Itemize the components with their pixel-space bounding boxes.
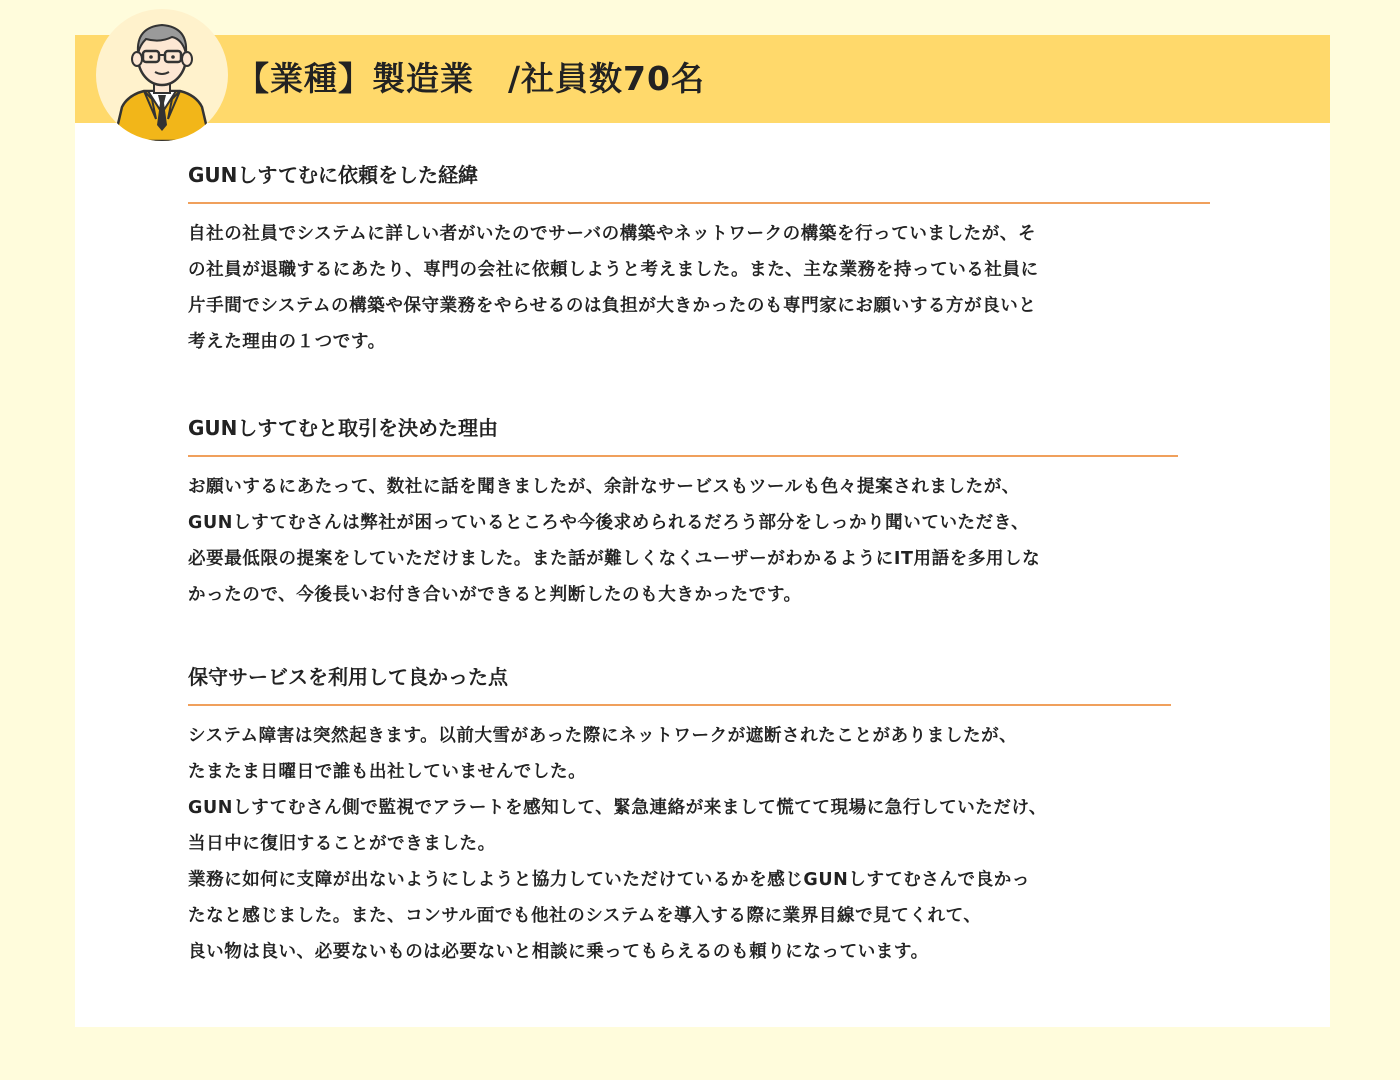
body-line: GUNしすてむさん側で監視でアラートを感知して、緊急連絡が来まして慌てて現場に急行していただけ、 (188, 798, 1047, 818)
section-deal-reason (188, 413, 1178, 613)
body-line: 当日中に復旧することができました。 (188, 834, 496, 854)
section-body (188, 469, 1178, 613)
section-body (188, 718, 1171, 970)
section-heading: GUNしすてむに依頼をした経緯 (188, 163, 478, 187)
businessman-avatar-icon (96, 9, 228, 141)
body-line: 良い物は良い、必要ないものは必要ないと相談に乗ってもらえるのも頼りになっています。 (188, 942, 929, 962)
page-title: 【業種】製造業 /社員数70名 (236, 59, 705, 98)
body-line: 考えた理由の１つです。 (188, 332, 386, 352)
section-divider (188, 202, 1210, 204)
section-divider (188, 455, 1178, 457)
section-request-background (188, 160, 1210, 360)
body-line: 片手間でシステムの構築や保守業務をやらせるのは負担が大きかったのも専門家にお願いする方が良いと (188, 296, 1037, 316)
body-line: たなと感じました。また、コンサル面でも他社のシステムを導入する際に業界目線で見てくれて、 (188, 906, 982, 926)
section-heading: 保守サービスを利用して良かった点 (188, 665, 508, 689)
body-line: 業務に如何に支障が出ないようにしようと協力していただけているかを感じGUNしすてむさんで良かっ (188, 870, 1030, 890)
body-line: GUNしすてむさんは弊社が困っているところや今後求められるだろう部分をしっかり聞いていただき、 (188, 513, 1030, 533)
body-line: お願いするにあたって、数社に話を聞きましたが、余計なサービスもツールも色々提案されましたが、 (188, 477, 1020, 497)
body-line: かったので、今後長いお付き合いができると判断したのも大きかったです。 (188, 585, 802, 605)
section-maintenance-benefits (188, 662, 1171, 970)
section-heading: GUNしすてむと取引を決めた理由 (188, 416, 498, 440)
body-line: たまたま日曜日で誰も出社していませんでした。 (188, 762, 587, 782)
section-body (188, 216, 1210, 360)
body-line: の社員が退職するにあたり、専門の会社に依頼しようと考えました。また、主な業務を持っている社員に (188, 260, 1039, 280)
body-line: 自社の社員でシステムに詳しい者がいたのでサーバの構築やネットワークの構築を行っていましたが、そ (188, 224, 1037, 244)
testimonial-card (75, 35, 1330, 1027)
section-divider (188, 704, 1171, 706)
card-header (75, 35, 1330, 123)
body-line: 必要最低限の提案をしていただけました。また話が難しくなくユーザーがわかるようにIT用語を多用しな (188, 549, 1041, 569)
body-line: システム障害は突然起きます。以前大雪があった際にネットワークが遮断されたことがありましたが、 (188, 726, 1018, 746)
